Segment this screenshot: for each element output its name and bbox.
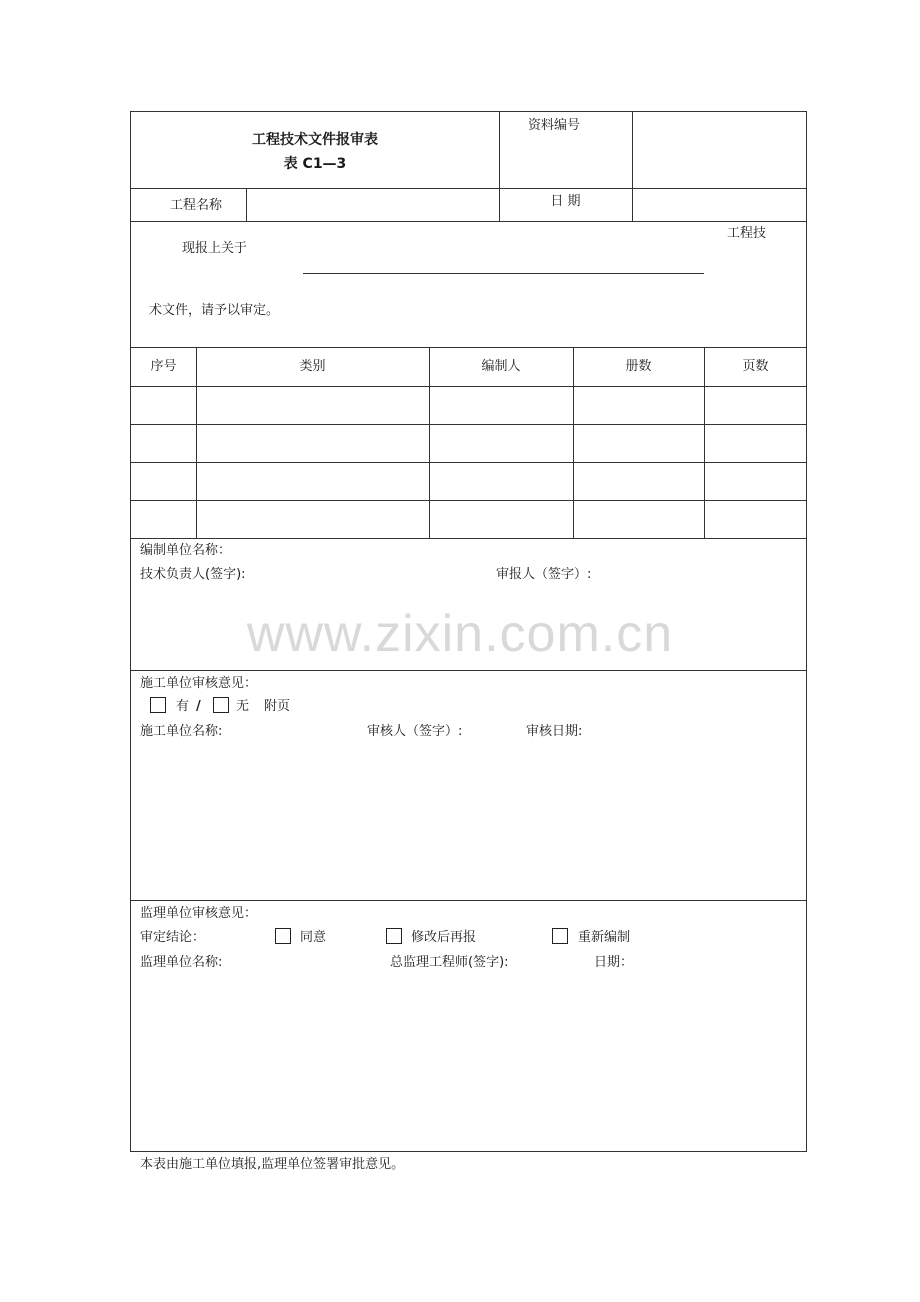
- table-row[interactable]: [131, 387, 806, 424]
- recompile-label: 重新编制: [578, 930, 631, 945]
- no-attachment-label: 无: [236, 699, 250, 714]
- conclusion-label: 审定结论：: [140, 930, 206, 945]
- review-date-label: 审核日期:: [526, 724, 583, 739]
- form-code: 表 C1—3: [283, 156, 347, 172]
- reviewer-label: 审核人（签字）:: [367, 724, 463, 739]
- report-text-line2: 术文件，请予以审定。: [149, 303, 280, 318]
- date-label: 日 期: [550, 194, 581, 209]
- footnote: 本表由施工单位填报,监理单位签署审批意见。: [140, 1157, 405, 1172]
- col-header-pages: 页数: [742, 359, 769, 374]
- subject-blank-line[interactable]: [303, 273, 704, 274]
- row-divider: [131, 538, 806, 539]
- attachment-pages-label: 附页: [264, 699, 291, 714]
- supervisor-date-label: 日期：: [594, 955, 634, 970]
- contractor-opinion-label: 施工单位审核意见：: [140, 676, 258, 691]
- project-name-field[interactable]: [251, 198, 495, 218]
- approve-checkbox[interactable]: [275, 928, 291, 944]
- chief-engineer-label: 总监理工程师(签字):: [390, 955, 509, 970]
- row-divider: [131, 221, 806, 222]
- doc-no-field[interactable]: [637, 118, 802, 178]
- table-row[interactable]: [131, 463, 806, 500]
- compiler-unit-label: 编制单位名称：: [140, 543, 232, 558]
- watermark: www.zixin.com.cn: [246, 605, 674, 663]
- revise-resubmit-label: 修改后再报: [411, 930, 477, 945]
- supervisor-unit-label: 监理单位名称:: [140, 955, 223, 970]
- slash-separator: /: [196, 699, 201, 714]
- submitter-label: 审报人（签字）:: [496, 567, 592, 582]
- col-divider: [632, 112, 633, 221]
- col-header-volumes: 册数: [625, 359, 652, 374]
- report-text-start: 现报上关于: [182, 241, 248, 256]
- has-attachment-checkbox[interactable]: [150, 697, 166, 713]
- row-divider: [131, 900, 806, 901]
- no-attachment-checkbox[interactable]: [213, 697, 229, 713]
- form-title: 工程技术文件报审表: [252, 132, 378, 148]
- col-header-index: 序号: [150, 359, 177, 374]
- supervisor-opinion-label: 监理单位审核意见：: [140, 906, 258, 921]
- revise-resubmit-checkbox[interactable]: [386, 928, 402, 944]
- col-header-author: 编制人: [481, 359, 521, 374]
- has-attachment-label: 有: [176, 699, 190, 714]
- table-row[interactable]: [131, 501, 806, 538]
- review-form: [130, 111, 807, 1152]
- approve-label: 同意: [300, 930, 327, 945]
- row-divider: [131, 188, 806, 189]
- col-header-category: 类别: [299, 359, 326, 374]
- report-text-end: 工程技: [727, 226, 767, 241]
- table-row[interactable]: [131, 425, 806, 462]
- contractor-unit-label: 施工单位名称:: [140, 724, 223, 739]
- doc-no-label: 资料编号: [527, 118, 580, 133]
- recompile-checkbox[interactable]: [552, 928, 568, 944]
- row-divider: [131, 670, 806, 671]
- date-field[interactable]: [637, 194, 802, 214]
- project-name-label: 工程名称: [169, 198, 222, 213]
- tech-lead-label: 技术负责人(签字):: [140, 567, 246, 582]
